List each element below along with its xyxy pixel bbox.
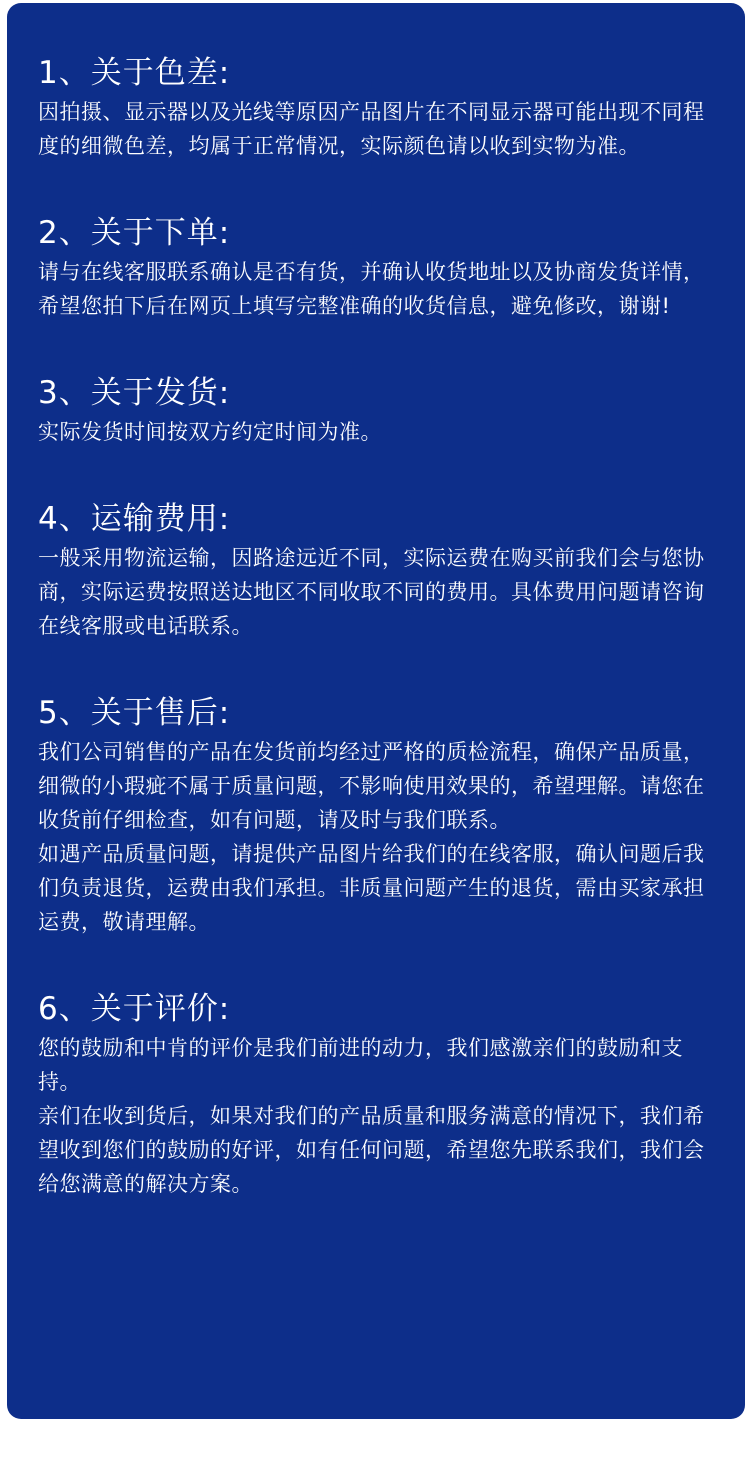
section-after-sales	[38, 693, 715, 939]
section-color-difference	[38, 53, 715, 163]
section-ordering	[38, 213, 715, 323]
section-paragraph: 您的鼓励和中肯的评价是我们前进的动力，我们感激亲们的鼓励和支持。	[38, 1036, 683, 1094]
section-title: 6、关于评价:	[38, 991, 231, 1027]
section-paragraph: 因拍摄、显示器以及光线等原因产品图片在不同显示器可能出现不同程度的细微色差，均属于正常情况，实际颜色请以收到实物为准。	[38, 100, 705, 158]
section-title: 2、关于下单:	[38, 215, 231, 251]
notice-panel	[7, 3, 745, 1419]
section-paragraph: 如遇产品质量问题，请提供产品图片给我们的在线客服，确认问题后我们负责退货，运费由我们承担。非质量问题产生的退货，需由买家承担运费，敬请理解。	[38, 842, 705, 934]
section-title: 1、关于色差:	[38, 55, 231, 91]
section-reviews	[38, 989, 715, 1201]
section-paragraph: 一般采用物流运输，因路途远近不同，实际运费在购买前我们会与您协商，实际运费按照送达地区不同收取不同的费用。具体费用问题请咨询在线客服或电话联系。	[38, 546, 705, 638]
section-paragraph: 亲们在收到货后，如果对我们的产品质量和服务满意的情况下，我们希望收到您们的鼓励的好评，如有任何问题，希望您先联系我们，我们会给您满意的解决方案。	[38, 1104, 705, 1196]
section-title: 5、关于售后:	[38, 695, 231, 731]
section-paragraph: 我们公司销售的产品在发货前均经过严格的质检流程，确保产品质量，细微的小瑕疵不属于质量问题，不影响使用效果的，希望理解。请您在收货前仔细检查，如有问题，请及时与我们联系。	[38, 740, 705, 832]
section-paragraph: 请与在线客服联系确认是否有货，并确认收货地址以及协商发货详情，希望您拍下后在网页上填写完整准确的收货信息，避免修改，谢谢!	[38, 260, 705, 318]
section-paragraph: 实际发货时间按双方约定时间为准。	[38, 420, 382, 444]
section-freight	[38, 499, 715, 643]
section-title: 3、关于发货:	[38, 375, 231, 411]
section-shipping	[38, 373, 715, 449]
section-title: 4、运输费用:	[38, 501, 231, 537]
